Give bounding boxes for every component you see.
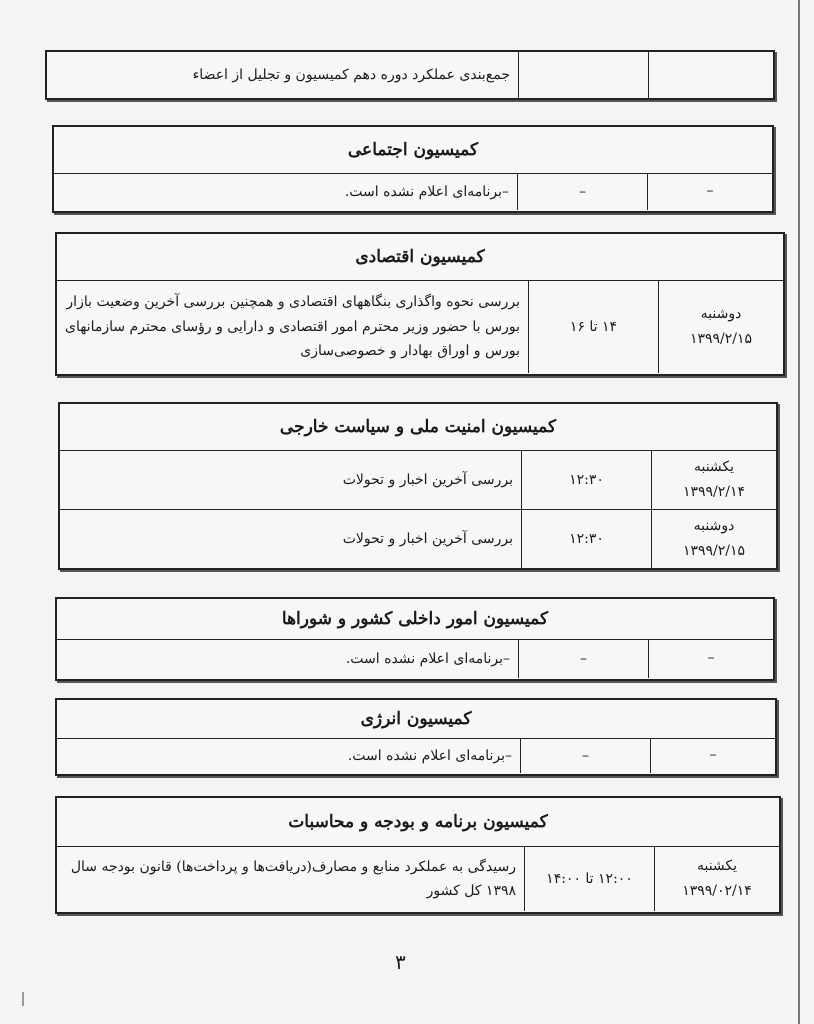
- table-row: [60, 510, 776, 568]
- date-cell: [651, 451, 776, 509]
- date-day: –: [709, 747, 717, 764]
- time-cell: –: [517, 174, 647, 210]
- commission-title: کمیسیون امنیت ملی و سیاست خارجی: [60, 404, 776, 451]
- description-cell: بررسی نحوه واگذاری بنگاههای اقتصادی و همچنین بررسی آخرین وضعیت بازار بورس با حضور وزیر محترم امور اقتصادی و دارایی و رؤسای محترم سازمانهای بورس و اوراق بهادار و خصوصی‌سازی: [65, 294, 520, 360]
- description-cell: –برنامه‌ای اعلام نشده است.: [347, 747, 512, 764]
- date-day: –: [706, 183, 714, 200]
- table-row: [47, 52, 773, 98]
- description-cell: رسیدگی به عملکرد منابع و مصارف(دریافت‌ها و پرداخت‌ها) قانون بودجه سال ۱۳۹۸ کل کشور: [70, 858, 516, 899]
- description-cell: –برنامه‌ای اعلام نشده است.: [345, 650, 510, 667]
- date-day: –: [707, 650, 715, 667]
- time-cell: –: [518, 640, 648, 678]
- commission-block-economic: [55, 232, 785, 376]
- date-cell: [648, 52, 773, 98]
- table-row: [54, 174, 772, 210]
- commission-title: کمیسیون انرژی: [57, 700, 775, 739]
- date-day: یکشنبه: [696, 857, 738, 874]
- date-value: ۱۳۹۹/۰۲/۱۴: [682, 883, 752, 899]
- date-cell: [651, 510, 776, 568]
- time-cell: [518, 52, 648, 98]
- date-value: ۱۳۹۹/۲/۱۵: [682, 543, 746, 559]
- date-cell: [647, 174, 772, 210]
- table-row: [57, 281, 783, 373]
- page-edge-line: [798, 0, 800, 1024]
- description-cell: جمع‌بندی عملکرد دوره دهم کمیسیون و تجلیل از اعضاء: [192, 66, 510, 83]
- time-cell: ۱۲:۰۰ تا ۱۴:۰۰: [524, 847, 654, 911]
- date-cell: [658, 281, 783, 373]
- date-cell: [648, 640, 773, 678]
- commission-title: کمیسیون امور داخلی کشور و شوراها: [57, 599, 773, 640]
- date-day: یکشنبه: [693, 458, 735, 475]
- description-cell: بررسی آخرین اخبار و تحولات: [342, 530, 513, 547]
- commission-block-national-security: [58, 402, 778, 570]
- description-cell: –برنامه‌ای اعلام نشده است.: [344, 183, 509, 200]
- table-row: [57, 640, 773, 678]
- time-cell: ۱۲:۳۰: [521, 451, 651, 509]
- table-row: [57, 739, 775, 773]
- table-row: [57, 847, 779, 911]
- date-value: ۱۳۹۹/۲/۱۴: [682, 484, 746, 500]
- date-day: دوشنبه: [693, 517, 735, 534]
- commission-block-social: [52, 125, 774, 213]
- commission-title: کمیسیون اجتماعی: [54, 127, 772, 174]
- table-row: [60, 451, 776, 510]
- date-value: ۱۳۹۹/۲/۱۵: [689, 331, 753, 347]
- margin-mark: [22, 992, 24, 1006]
- description-cell: بررسی آخرین اخبار و تحولات: [342, 471, 513, 488]
- commission-title: کمیسیون اقتصادی: [57, 234, 783, 281]
- time-cell: ۱۲:۳۰: [521, 510, 651, 568]
- commission-block-energy: [55, 698, 777, 776]
- date-cell: [654, 847, 779, 911]
- date-cell: [650, 739, 775, 773]
- top-row-table: [45, 50, 775, 100]
- time-cell: –: [520, 739, 650, 773]
- commission-title: کمیسیون برنامه و بودجه و محاسبات: [57, 798, 779, 847]
- commission-block-internal-affairs: [55, 597, 775, 681]
- time-cell: ۱۴ تا ۱۶: [528, 281, 658, 373]
- commission-block-plan-budget: [55, 796, 781, 914]
- page-number: ۳: [395, 950, 406, 974]
- date-day: دوشنبه: [700, 305, 742, 322]
